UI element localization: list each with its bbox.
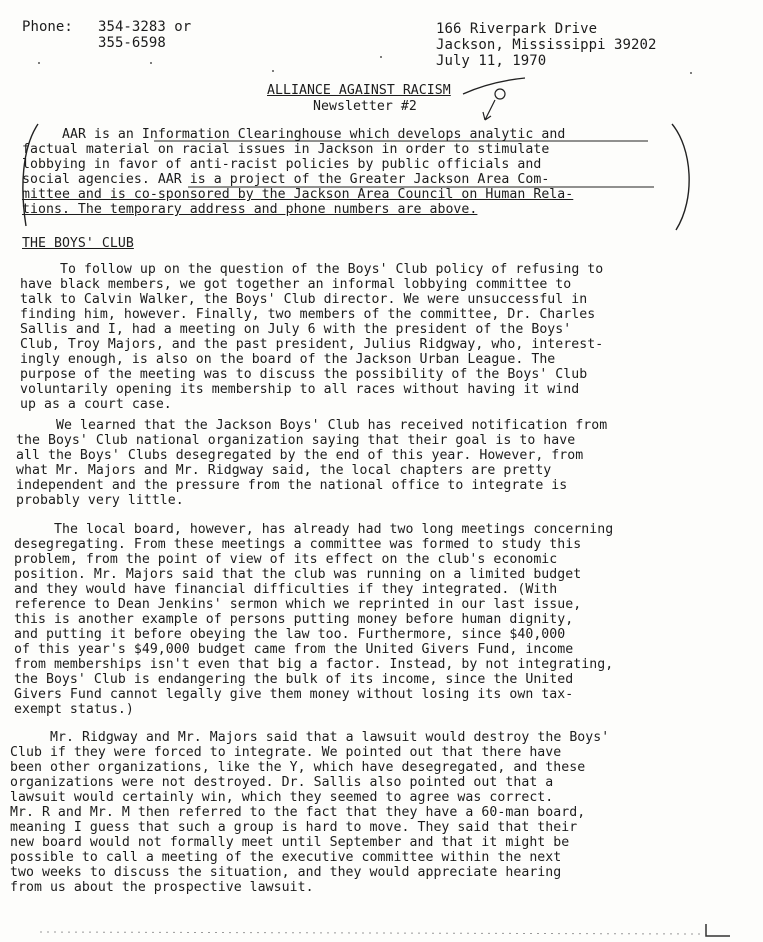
intro-line: social agencies. AAR is a project of the Greater Jackson Area Com- bbox=[22, 172, 550, 187]
body-line: ingly enough, is also on the board of the Jackson Urban League. The bbox=[20, 352, 556, 367]
body-line: reference to Dean Jenkins' sermon which we reprinted in our last issue, bbox=[14, 597, 582, 612]
body-line: lawsuit would certainly win, which they seemed to agree was correct. bbox=[10, 790, 554, 805]
scan-bottom-edge bbox=[0, 918, 763, 942]
section-heading: THE BOYS' CLUB bbox=[22, 236, 134, 251]
body-line: up as a court case. bbox=[20, 397, 172, 412]
body-line: what Mr. Majors and Mr. Ridgway said, the local chapters are pretty bbox=[16, 463, 552, 478]
intro-line: factual material on racial issues in Jackson in order to stimulate bbox=[22, 142, 550, 157]
body-line: We learned that the Jackson Boys' Club has received notification from bbox=[56, 418, 608, 433]
body-line: this is another example of persons putting money before human dignity, bbox=[14, 612, 574, 627]
body-line: new board would not formally meet until September and that it might be bbox=[10, 835, 570, 850]
scan-speck bbox=[38, 62, 40, 64]
body-line: two weeks to discuss the situation, and they would appreciate hearing bbox=[10, 865, 562, 880]
body-line: organizations were not destroyed. Dr. Sallis also pointed out that a bbox=[10, 775, 554, 790]
address-street: 166 Riverpark Drive bbox=[436, 21, 598, 37]
intro-line: lobbying in favor of anti-racist policies by public officials and bbox=[22, 157, 542, 172]
body-line: finding him, however. Finally, two members of the committee, Dr. Charles bbox=[20, 307, 596, 322]
body-line: Mr. R and Mr. M then referred to the fact that they have a 60-man board, bbox=[10, 805, 586, 820]
body-line: meaning I guess that such a group is hard to move. They said that their bbox=[10, 820, 578, 835]
body-line: independent and the pressure from the national office to integrate is bbox=[16, 478, 568, 493]
body-line: and putting it before obeying the law too. Furthermore, since $40,000 bbox=[14, 627, 566, 642]
body-line: possible to call a meeting of the executive committee within the next bbox=[10, 850, 562, 865]
body-line: all the Boys' Clubs desegregated by the end of this year. However, from bbox=[16, 448, 584, 463]
body-line: the Boys' Club national organization saying that their goal is to have bbox=[16, 433, 576, 448]
body-line: been other organizations, like the Y, which have desegregated, and these bbox=[10, 760, 586, 775]
scan-speck bbox=[150, 62, 152, 64]
body-line: Mr. Ridgway and Mr. Majors said that a lawsuit would destroy the Boys' bbox=[50, 730, 610, 745]
body-line: Club if they were forced to integrate. We pointed out that there have bbox=[10, 745, 562, 760]
phone-number-1: 354-3283 or bbox=[98, 19, 192, 35]
body-line: To follow up on the question of the Boys' Club policy of refusing to bbox=[60, 262, 604, 277]
body-line: of this year's $49,000 budget came from the United Givers Fund, income bbox=[14, 642, 574, 657]
underline-marks bbox=[140, 138, 660, 198]
body-line: from us about the prospective lawsuit. bbox=[10, 880, 314, 895]
newsletter-title: ALLIANCE AGAINST RACISM bbox=[267, 83, 451, 98]
body-line: have black members, we got together an informal lobbying committee to bbox=[20, 277, 572, 292]
intro-line: AAR is an Information Clearinghouse which develops analytic and bbox=[62, 127, 566, 142]
address-city: Jackson, Mississippi 39202 bbox=[436, 37, 657, 53]
body-line: position. Mr. Majors said that the club was running on a limited budget bbox=[14, 567, 582, 582]
body-line: the Boys' Club is endangering the bulk of its income, since the United bbox=[14, 672, 574, 687]
intro-line: mittee and is co-sponsored by the Jackson Area Council on Human Rela- bbox=[22, 187, 574, 202]
body-line: The local board, however, has already had two long meetings concerning bbox=[54, 522, 614, 537]
intro-line: tions. The temporary address and phone numbers are above. bbox=[22, 202, 478, 217]
body-line: problem, from the point of view of its effect on the club's economic bbox=[14, 552, 558, 567]
body-line: voluntarily opening its membership to all races without having it wind bbox=[20, 382, 580, 397]
body-line: from memberships isn't even that big a factor. Instead, by not integrating, bbox=[14, 657, 614, 672]
body-line: Club, Troy Majors, and the past president, Julius Ridgway, who, interest- bbox=[20, 337, 604, 352]
handwritten-mark bbox=[455, 72, 535, 124]
body-line: desegregating. From these meetings a committee was formed to study this bbox=[14, 537, 582, 552]
newsletter-subtitle: Newsletter #2 bbox=[313, 99, 417, 114]
body-line: purpose of the meeting was to discuss the possibility of the Boys' Club bbox=[20, 367, 588, 382]
body-line: probably very little. bbox=[16, 493, 184, 508]
phone-label: Phone: bbox=[22, 19, 73, 35]
phone-number-2: 355-6598 bbox=[98, 35, 166, 51]
body-line: Sallis and I, had a meeting on July 6 with the president of the Boys' bbox=[20, 322, 572, 337]
body-line: and they would have financial difficulties if they integrated. (With bbox=[14, 582, 558, 597]
scan-speck bbox=[690, 72, 692, 74]
scan-speck bbox=[272, 70, 274, 72]
body-line: talk to Calvin Walker, the Boys' Club director. We were unsuccessful in bbox=[20, 292, 588, 307]
letter-date: July 11, 1970 bbox=[436, 53, 547, 69]
body-line: exempt status.) bbox=[14, 702, 134, 717]
scan-speck bbox=[380, 56, 382, 58]
body-line: Givers Fund cannot legally give them money without losing its own tax- bbox=[14, 687, 574, 702]
